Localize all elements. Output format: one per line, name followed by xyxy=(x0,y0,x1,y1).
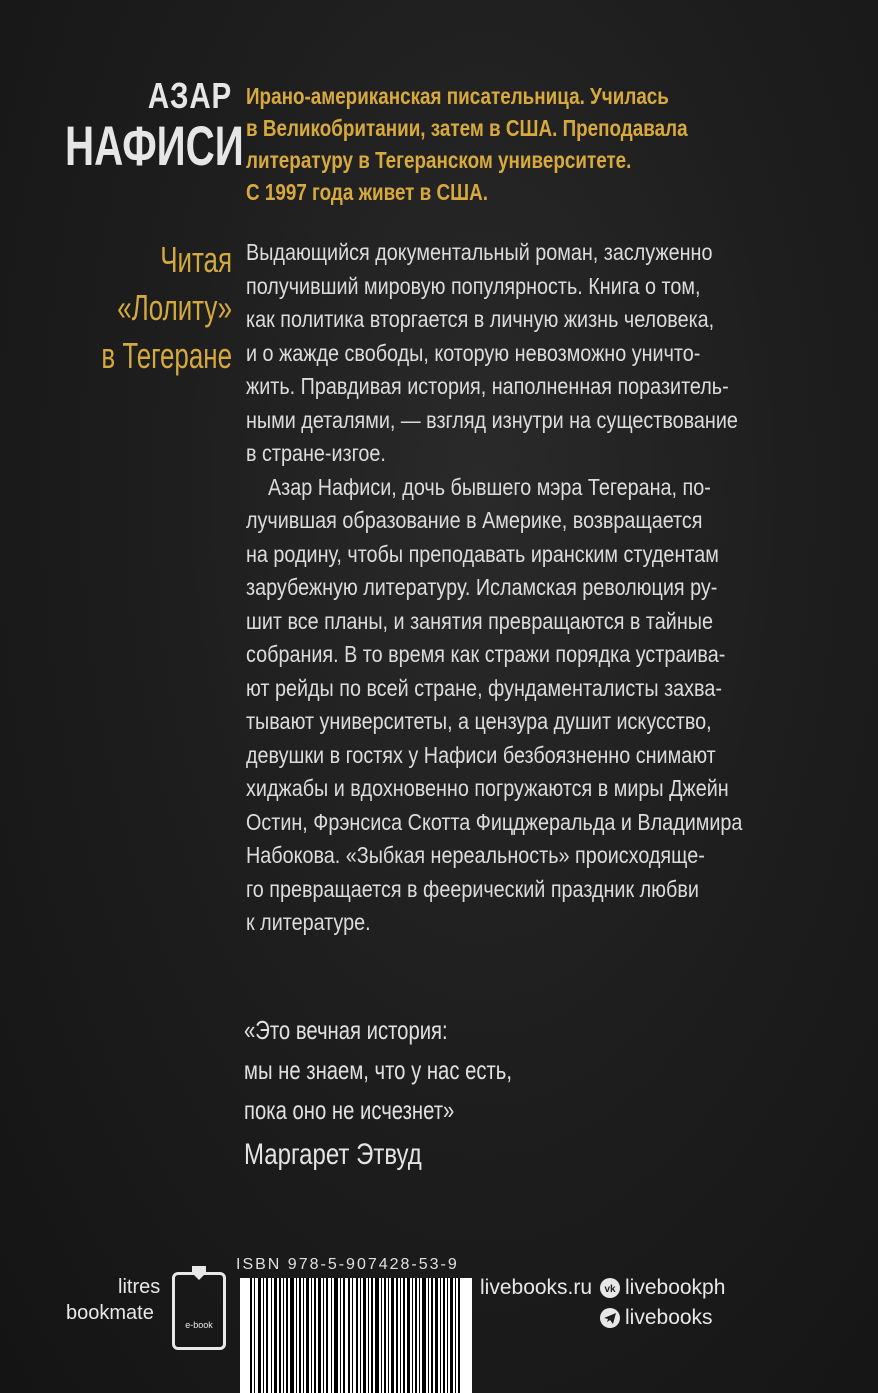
desc-line: Набокова. «Зыбкая нереальность» происходяще- xyxy=(246,842,705,868)
desc-line: как политика вторгается в личную жизнь человека, xyxy=(246,306,715,332)
author-last-name: НАФИСИ xyxy=(64,114,244,177)
ebook-reader-icon xyxy=(172,1272,226,1350)
bio-line: в Великобритании, затем в США. Преподавала xyxy=(246,115,688,141)
desc-line: получивший мировую популярность. Книга о том, xyxy=(246,272,701,299)
barcode xyxy=(240,1278,472,1393)
svg-text:vk: vk xyxy=(604,1284,616,1295)
ebook-label: e-book xyxy=(185,1320,213,1330)
quote-line: «Это вечная история: xyxy=(244,1015,448,1045)
desc-line: жить. Правдивая история, наполненная поразитель- xyxy=(246,373,729,399)
desc-line: тывают университеты, а цензура душит искусство, xyxy=(246,708,712,734)
desc-line: Азар Нафиси, дочь бывшего мэра Тегерана, по- xyxy=(246,473,711,500)
desc-line: Остин, Фрэнсиса Скотта Фицджеральда и Владимира xyxy=(246,808,743,835)
book-title xyxy=(0,236,232,380)
desc-line: на родину, чтобы преподавать иранским студентам xyxy=(246,540,719,567)
desc-line: в стране-изгое. xyxy=(246,440,386,466)
desc-line: ными деталями, — взгляд изнутри на существование xyxy=(246,406,738,433)
author-bio xyxy=(246,80,806,208)
isbn-number: ISBN 978-5-907428-53-9 xyxy=(236,1256,459,1273)
author-first-name: АЗАР xyxy=(147,75,232,116)
desc-line: хиджабы и вдохновенно погружаются в миры Джейн xyxy=(246,775,729,801)
title-line-2: «Лолиту» xyxy=(117,287,232,328)
bio-line: Ирано-американская писательница. Училась xyxy=(246,83,669,109)
desc-line: лучившая образование в Америке, возвращается xyxy=(246,507,703,533)
litres-logo: litres xyxy=(118,1276,161,1298)
barcode-bars xyxy=(240,1278,472,1393)
bio-line: С 1997 года живет в США. xyxy=(246,179,488,205)
quote-author: Маргарет Этвуд xyxy=(244,1138,422,1171)
desc-line: и о жажде свободы, которую невозможно уничто- xyxy=(246,339,701,366)
desc-line: Выдающийся документальный роман, заслуженно xyxy=(246,239,713,265)
quote-line: мы не знаем, что у нас есть, xyxy=(244,1055,513,1085)
telegram-handle: livebooks xyxy=(625,1306,713,1329)
title-line-3: в Тегеране xyxy=(101,335,232,376)
vk-link[interactable] xyxy=(600,1276,725,1300)
desc-line: собрания. В то время как стражи порядка устраива- xyxy=(246,641,726,667)
website-link[interactable]: livebooks.ru xyxy=(480,1276,593,1299)
desc-line: к литературе. xyxy=(246,909,371,935)
desc-line: ют рейды по всей стране, фундаменталисты захва- xyxy=(246,674,722,701)
desc-line: го превращается в феерический праздник любви xyxy=(246,875,699,902)
bookmate-logo: bookmate xyxy=(66,1302,154,1324)
telegram-icon xyxy=(600,1308,620,1328)
quote-line: пока оно не исчезнет» xyxy=(244,1095,455,1125)
title-line-1: Читая xyxy=(160,239,232,280)
vk-handle: livebookph xyxy=(625,1276,726,1299)
desc-line: зарубежную литературу. Исламская революция ру- xyxy=(246,574,718,600)
telegram-link[interactable] xyxy=(600,1306,713,1330)
author-name xyxy=(0,75,244,177)
quote xyxy=(244,1010,588,1130)
desc-line: шит все планы, и занятия превращаются в тайные xyxy=(246,607,713,634)
vk-icon xyxy=(600,1278,620,1298)
bio-line: литературу в Тегеранском университете. xyxy=(246,147,632,173)
desc-line: девушки в гостях у Нафиси безбоязненно снимают xyxy=(246,741,716,768)
book-description xyxy=(246,236,806,940)
